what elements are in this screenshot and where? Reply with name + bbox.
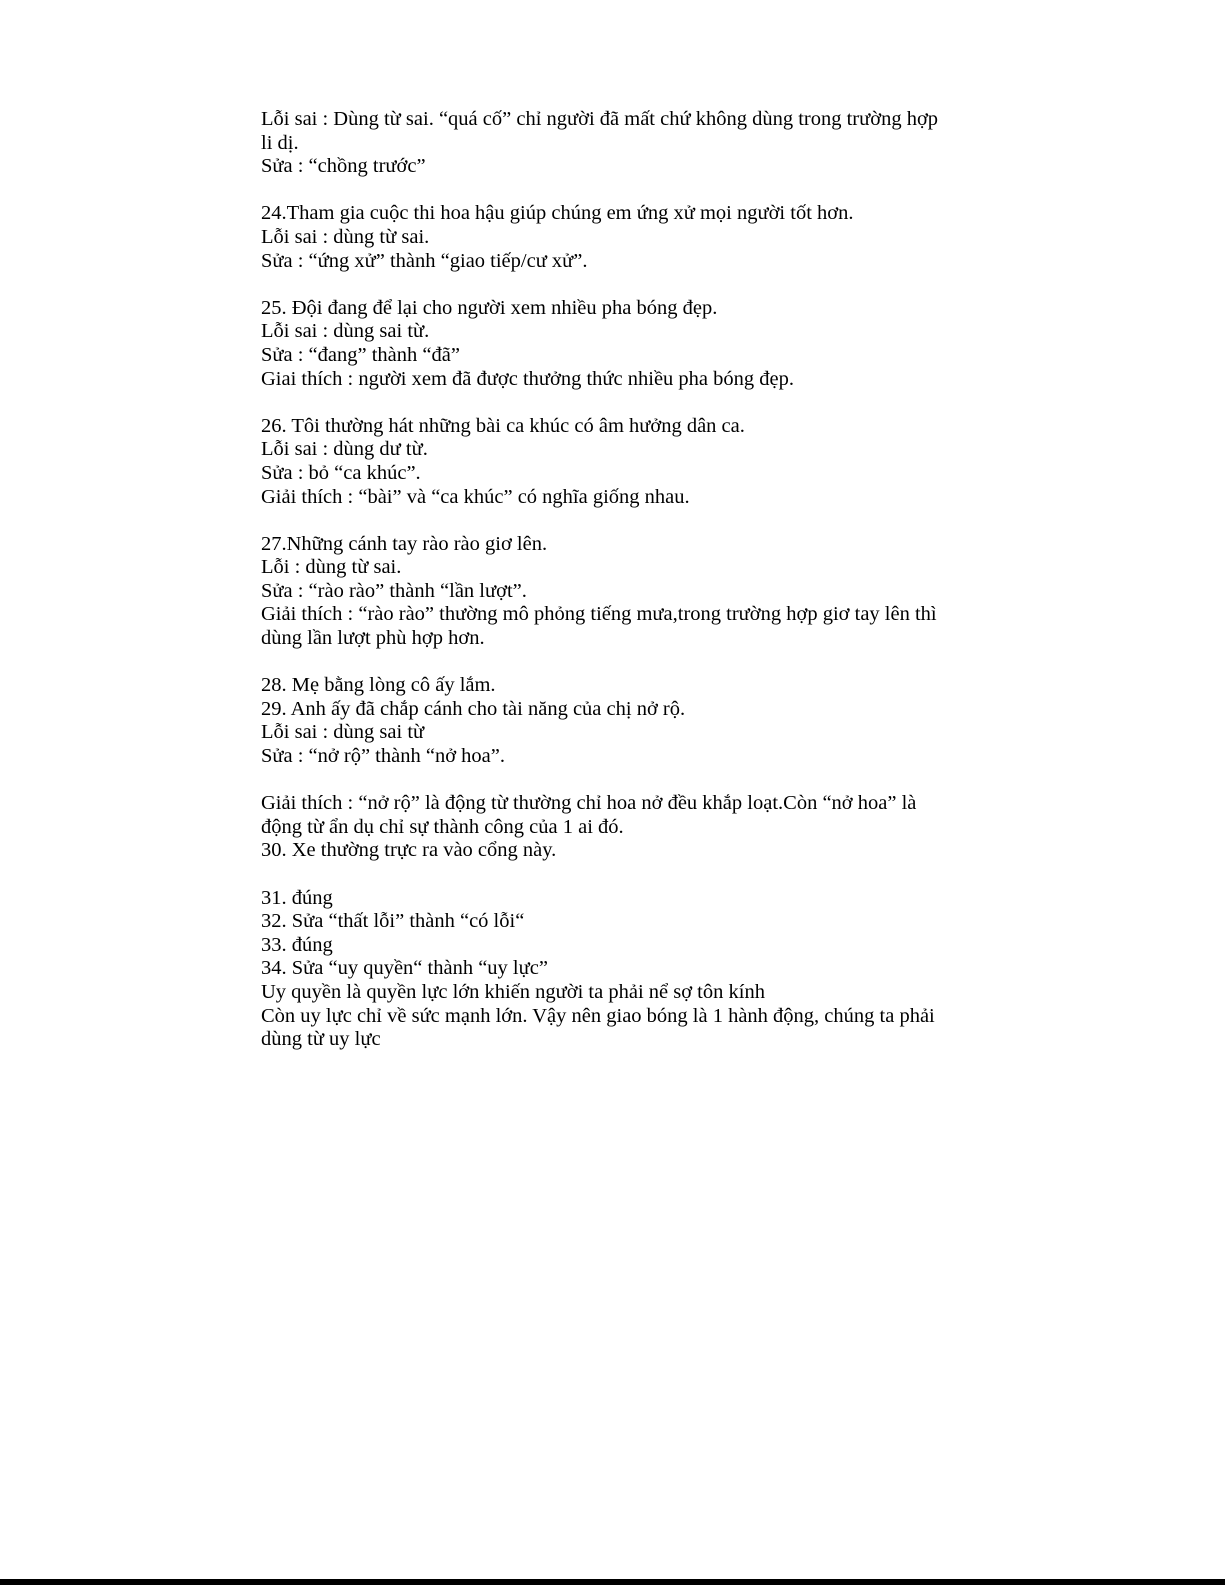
text-line: Lỗi : dùng từ sai. <box>261 556 402 579</box>
text-line: Giải thích : “nở rộ” là động từ thường chỉ hoa nở đều khắp loạt.Còn “nở hoa” là <box>261 792 917 815</box>
document-body <box>261 108 961 1052</box>
text-line: 26. Tôi thường hát những bài ca khúc có âm hưởng dân ca. <box>261 414 745 437</box>
text-line: động từ ẩn dụ chỉ sự thành công của 1 ai đó. <box>261 815 624 838</box>
text-line: 31. đúng <box>261 886 333 909</box>
text-line: 30. Xe thường trực ra vào cổng này. <box>261 839 557 862</box>
text-line: Sửa : “rào rào” thành “lần lượt”. <box>261 579 527 602</box>
text-line: Lỗi sai : dùng từ sai. <box>261 225 430 248</box>
text-line: Còn uy lực chỉ về sức mạnh lớn. Vậy nên giao bóng là 1 hành động, chúng ta phải <box>261 1004 935 1027</box>
text-line: Lỗi sai : Dùng từ sai. “quá cố” chỉ người đã mất chứ không dùng trong trường hợp <box>261 108 939 130</box>
text-line: Giải thích : “rào rào” thường mô phỏng tiếng mưa,trong trường hợp giơ tay lên thì <box>261 603 937 626</box>
text-line: dùng lần lượt phù hợp hơn. <box>261 627 485 650</box>
text-line: 34. Sửa “uy quyền“ thành “uy lực” <box>261 957 548 980</box>
text-line: 25. Đội đang để lại cho người xem nhiều pha bóng đẹp. <box>261 296 718 319</box>
blank-line <box>261 863 961 887</box>
text-line: dùng từ uy lực <box>261 1028 381 1051</box>
page-bottom-border <box>0 1579 1225 1585</box>
text-line: 29. Anh ấy đã chắp cánh cho tài năng của chị nở rộ. <box>261 697 686 720</box>
text-line: 27.Những cánh tay rào rào giơ lên. <box>261 532 548 555</box>
text-line: 28. Mẹ bằng lòng cô ấy lắm. <box>261 674 496 697</box>
text-line: Lỗi sai : dùng dư từ. <box>261 438 428 461</box>
text-line: Uy quyền là quyền lực lớn khiến người ta phải nể sợ tôn kính <box>261 980 765 1003</box>
blank-line <box>261 179 961 203</box>
text-line: Sửa : “nở rộ” thành “nở hoa”. <box>261 745 505 768</box>
blank-line <box>261 273 961 297</box>
blank-line <box>261 769 961 793</box>
text-line: Giải thích : “bài” và “ca khúc” có nghĩa giống nhau. <box>261 485 690 508</box>
text-line: 32. Sửa “thất lỗi” thành “có lỗi“ <box>261 910 525 933</box>
blank-line <box>261 509 961 533</box>
text-line: li dị. <box>261 131 299 154</box>
text-line: 33. đúng <box>261 933 333 956</box>
text-line: Giai thích : người xem đã được thưởng thức nhiều pha bóng đẹp. <box>261 367 794 390</box>
text-line: 24.Tham gia cuộc thi hoa hậu giúp chúng em ứng xử mọi người tốt hơn. <box>261 202 854 225</box>
text-line: Sửa : “ứng xử” thành “giao tiếp/cư xử”. <box>261 249 588 272</box>
text-line: Sửa : “chồng trước” <box>261 155 426 178</box>
text-line: Lỗi sai : dùng sai từ <box>261 721 425 744</box>
text-line: Lỗi sai : dùng sai từ. <box>261 320 430 343</box>
text-line: Sửa : “đang” thành “đã” <box>261 343 460 366</box>
blank-line <box>261 391 961 415</box>
text-line: Sửa : bỏ “ca khúc”. <box>261 461 421 484</box>
blank-line <box>261 651 961 675</box>
